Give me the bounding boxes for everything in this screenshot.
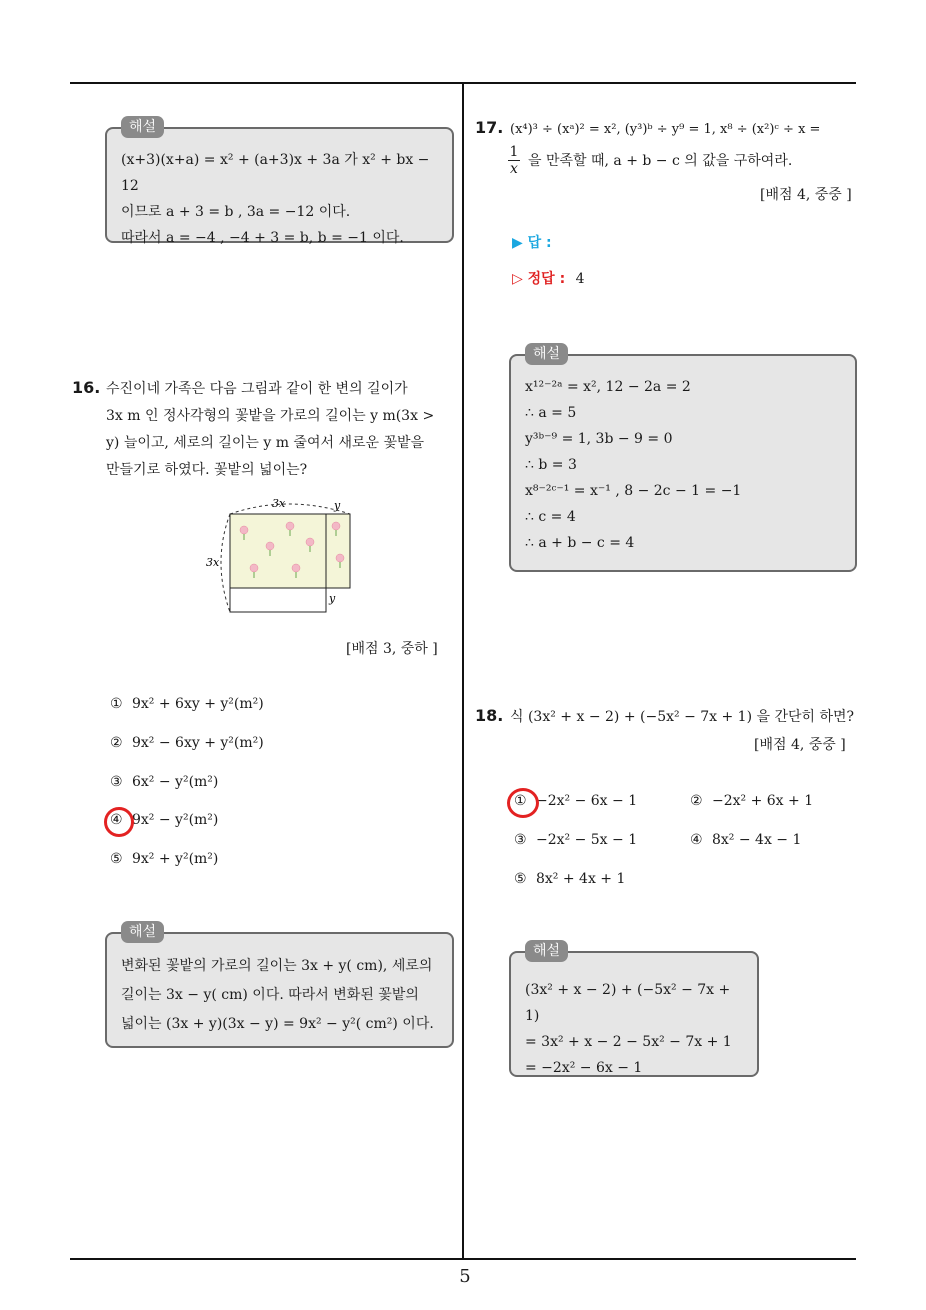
correct-answer-row xyxy=(512,268,585,288)
option-mark: ② xyxy=(690,793,703,809)
option-text: 6x² − y²(m²) xyxy=(132,774,219,790)
bottom-rule xyxy=(70,1258,856,1260)
option-16-3[interactable] xyxy=(110,774,218,790)
question-number-17: 17. xyxy=(475,118,504,137)
solution-line: ∴ b = 3 xyxy=(525,457,577,473)
option-mark: ④ xyxy=(110,812,123,828)
option-text: −2x² − 5x − 1 xyxy=(536,832,638,848)
solution-tag: 해설 xyxy=(121,921,164,943)
option-text: 9x² − 6xy + y²(m²) xyxy=(132,735,264,751)
option-mark: ④ xyxy=(690,832,703,848)
question-line: 3x m 인 정사각형의 꽃밭을 가로의 길이는 y m(3x > xyxy=(106,408,435,424)
solution-box-17 xyxy=(509,346,857,572)
solution-line: 넓이는 (3x + y)(3x − y) = 9x² − y²( cm²) 이다. xyxy=(121,1016,434,1032)
solution-line: x¹²⁻²ᵃ = x², 12 − 2a = 2 xyxy=(525,379,691,395)
solution-line: y³ᵇ⁻⁹ = 1, 3b − 9 = 0 xyxy=(525,431,673,447)
score-16: [배점 3, 중하 ] xyxy=(346,641,438,657)
figure-label-right-bottom: y xyxy=(329,592,336,605)
option-text: −2x² − 6x − 1 xyxy=(536,793,638,809)
flower-garden-figure xyxy=(200,494,370,618)
solution-line: 따라서 a = −4 , −4 + 3 = b, b = −1 이다. xyxy=(121,230,404,246)
solution-line: = 3x² + x − 2 − 5x² − 7x + 1 xyxy=(525,1034,732,1050)
option-18-2[interactable] xyxy=(690,793,813,809)
option-16-5[interactable] xyxy=(110,851,218,867)
solution-box-18 xyxy=(509,943,759,1077)
question-text-16 xyxy=(106,376,456,484)
solution-tag: 해설 xyxy=(525,343,568,365)
question-line: 만들기로 하였다. 꽃밭의 넓이는? xyxy=(106,462,308,478)
solution-line: ∴ c = 4 xyxy=(525,509,576,525)
solution-tag: 해설 xyxy=(525,940,568,962)
solution-line: = −2x² − 6x − 1 xyxy=(525,1060,643,1076)
option-18-3[interactable] xyxy=(514,832,637,848)
correct-answer-value: 4 xyxy=(575,271,585,287)
solution-line: x⁸⁻²ᶜ⁻¹ = x⁻¹ , 8 − 2c − 1 = −1 xyxy=(525,483,742,499)
fraction-denominator: x xyxy=(510,161,518,177)
solution-line: 변화된 꽃밭의 가로의 길이는 3x + y( cm), 세로의 xyxy=(121,958,433,974)
option-mark: ① xyxy=(514,793,527,809)
question-line: y) 늘이고, 세로의 길이는 y m 줄여서 새로운 꽃밭을 xyxy=(106,435,425,451)
option-mark: ③ xyxy=(514,832,527,848)
option-mark: ① xyxy=(110,696,123,712)
score-17: [배점 4, 중중 ] xyxy=(760,187,852,203)
figure-label-top: 3x xyxy=(272,497,286,510)
solution-line: ∴ a + b − c = 4 xyxy=(525,535,635,551)
fraction-numerator: 1 xyxy=(509,144,519,160)
solution-line: 길이는 3x − y( cm) 이다. 따라서 변화된 꽃밭의 xyxy=(121,987,419,1003)
selected-answer-circle-16 xyxy=(104,807,134,837)
option-18-5[interactable] xyxy=(514,871,625,887)
figure-label-left: 3x xyxy=(206,556,220,569)
solution-line: ∴ a = 5 xyxy=(525,405,577,421)
option-text: 9x² + y²(m²) xyxy=(132,851,219,867)
question-line-17-1: (x⁴)³ ÷ (xᵃ)² = x², (y³)ᵇ ÷ y⁹ = 1, x⁸ ÷ (x²)ᶜ ÷ x = xyxy=(510,122,821,137)
solution-box-16 xyxy=(105,924,454,1048)
option-16-2[interactable] xyxy=(110,735,264,751)
option-text: 9x² − y²(m²) xyxy=(132,812,219,828)
option-mark: ⑤ xyxy=(110,851,123,867)
score-18: [배점 4, 중중 ] xyxy=(754,737,846,753)
figure-label-right-top: y xyxy=(334,499,341,512)
selected-answer-circle-18 xyxy=(507,788,539,818)
question-text-18: 식 (3x² + x − 2) + (−5x² − 7x + 1) 을 간단히 하면? xyxy=(510,709,855,725)
option-text: −2x² + 6x + 1 xyxy=(712,793,814,809)
top-brace xyxy=(230,504,350,514)
column-divider xyxy=(462,83,464,1259)
option-16-1[interactable] xyxy=(110,696,264,712)
page-number: 5 xyxy=(459,1266,471,1287)
option-text: 9x² + 6xy + y²(m²) xyxy=(132,696,264,712)
question-number-16: 16. xyxy=(72,378,101,397)
removed-strip xyxy=(230,588,326,612)
fraction-1-over-x xyxy=(508,144,520,177)
solution-tag: 해설 xyxy=(121,116,164,138)
option-mark: ⑤ xyxy=(514,871,527,887)
option-text: 8x² + 4x + 1 xyxy=(536,871,626,887)
original-square xyxy=(230,514,326,588)
answer-field-label[interactable]: ▶ 답 : xyxy=(512,235,552,251)
solution-box-15 xyxy=(105,119,454,246)
correct-answer-label: ▷ 정답 : xyxy=(512,271,566,287)
option-mark: ③ xyxy=(110,774,123,790)
solution-line: (3x² + x − 2) + (−5x² − 7x + 1) xyxy=(525,982,731,1024)
question-line: 수진이네 가족은 다음 그림과 같이 한 변의 길이가 xyxy=(106,381,408,397)
solution-line: (x+3)(x+a) = x² + (a+3)x + 3a 가 x² + bx − 12 xyxy=(121,152,430,194)
option-mark: ② xyxy=(110,735,123,751)
question-line-17-2: 을 만족할 때, a + b − c 의 값을 구하여라. xyxy=(528,153,793,169)
option-text: 8x² − 4x − 1 xyxy=(712,832,802,848)
option-18-4[interactable] xyxy=(690,832,801,848)
question-number-18: 18. xyxy=(475,706,504,725)
solution-line: 이므로 a + 3 = b , 3a = −12 이다. xyxy=(121,204,351,220)
left-brace xyxy=(221,514,230,612)
